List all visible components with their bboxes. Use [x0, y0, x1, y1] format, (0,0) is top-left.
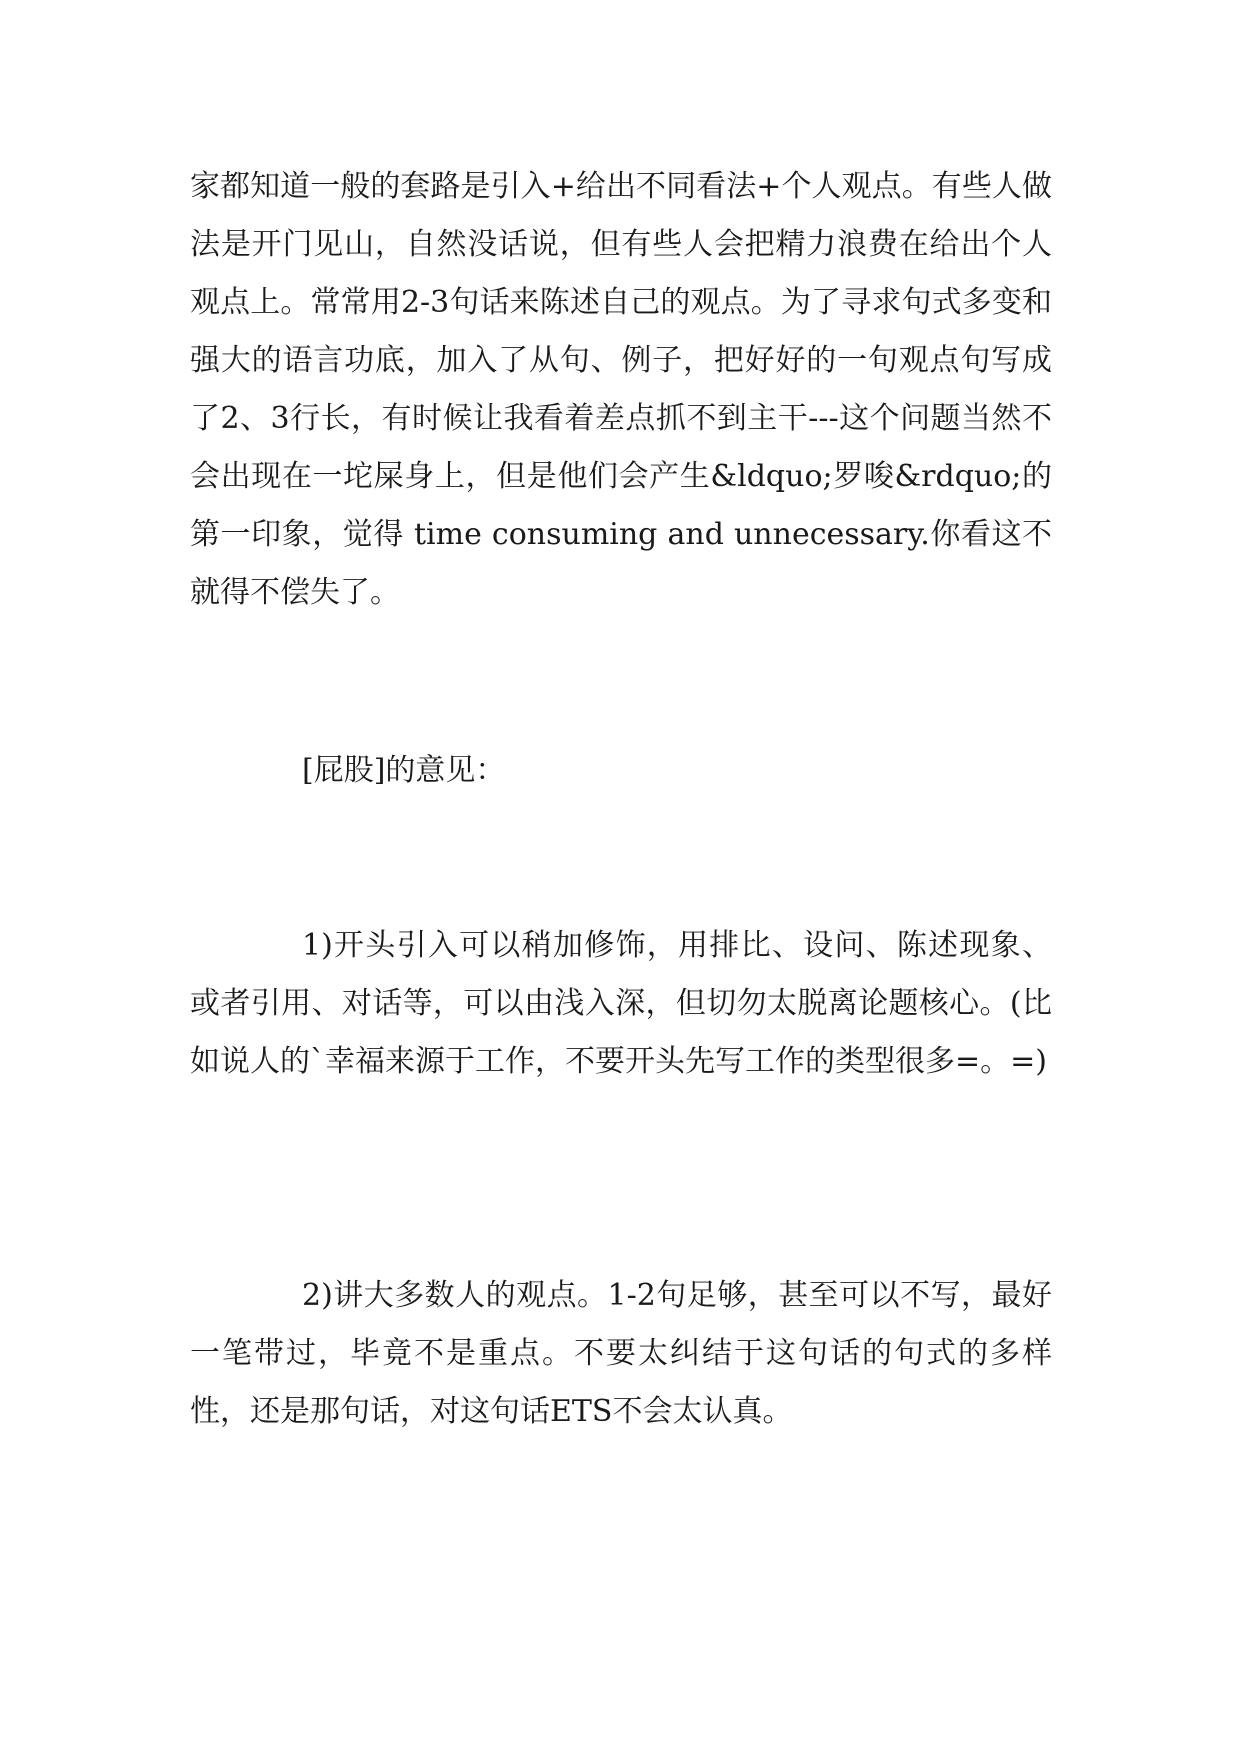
- paragraph-heading-opinion: [屁股]的意见：: [302, 753, 506, 788]
- paragraph-point-1: 1)开头引入可以稍加修饰，用排比、设问、陈述现象、或者引用、对话等，可以由浅入深，但切勿太脱离论题核心。(比如说人的`幸福来源于工作，不要开头先写工作的类型很多=。=): [190, 928, 1052, 1079]
- paragraph-point-2: 2)讲大多数人的观点。1-2句足够，甚至可以不写，最好一笔带过，毕竟不是重点。不要太纠结于这句话的句式的多样性，还是那句话，对这句话ETS不会太认真。: [190, 1278, 1052, 1429]
- paragraph-intro: 家都知道一般的套路是引入+给出不同看法+个人观点。有些人做法是开门见山，自然没话说，但有些人会把精力浪费在给出个人观点上。常常用2-3句话来陈述自己的观点。为了寻求句式多变和强大的语言功底，加入了从句、例子，把好好的一句观点句写成了2、3行长，有时候让我看着差点抓不到主干---这个问题当然不会出现在一坨屎身上，但是他们会产生&ldquo;罗唆&rdquo;的第一印象，觉得 time consuming and unnecessary.你看这不就得不偿失了。: [190, 169, 1052, 610]
